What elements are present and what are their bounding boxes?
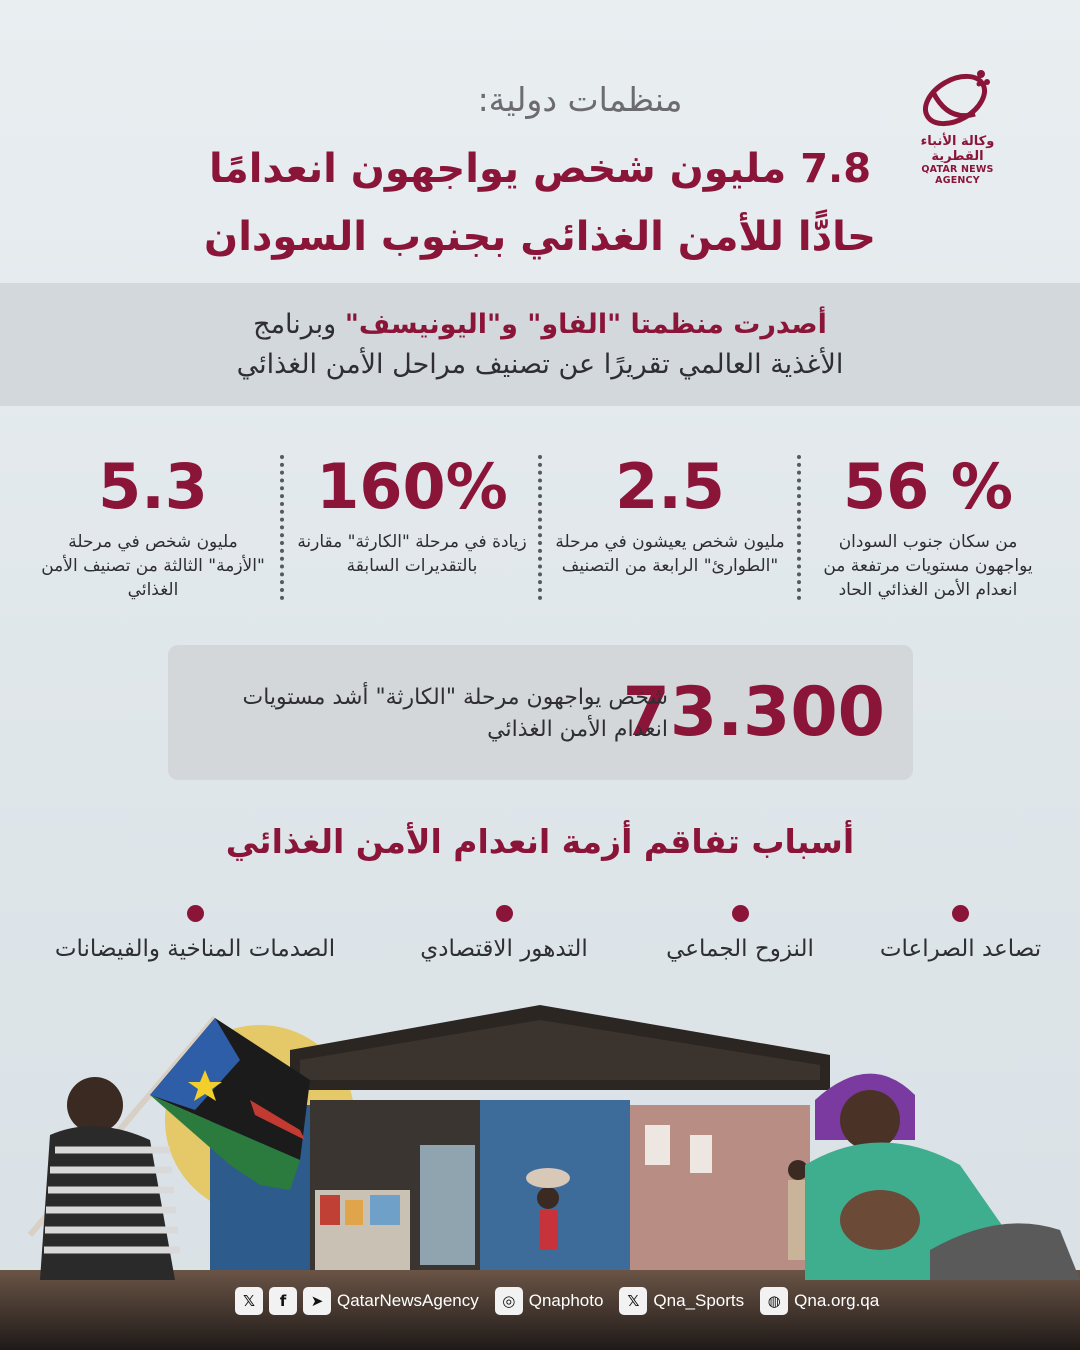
stat-description: مليون شخص يعيشون في مرحلة "الطوارئ" الرابعة من التصنيف <box>555 532 785 576</box>
intro-text <box>150 305 930 385</box>
catastrophe-callout <box>168 645 913 780</box>
stat-value: 5.3 <box>98 450 208 523</box>
globe-icon[interactable]: ◍ <box>760 1287 788 1315</box>
telegram-icon[interactable]: ➤ <box>303 1287 331 1315</box>
stat-value: 56 % <box>843 450 1013 523</box>
logo-english-text: QATAR NEWS AGENCY <box>921 164 994 186</box>
cause-label: الصدمات المناخية والفيضانات <box>54 936 336 962</box>
logo-arabic-text: وكالة الأنباء القطرية <box>920 134 995 164</box>
cause-label: تصاعد الصراعات <box>879 936 1042 962</box>
website-link[interactable]: Qna.org.qa <box>794 1291 880 1310</box>
x-icon[interactable]: 𝕏 <box>619 1287 647 1315</box>
stat-56-percent <box>813 448 1043 602</box>
stat-description: مليون شخص في مرحلة "الأزمة" الثالثة من تصنيف الأمن الغذائي <box>41 532 265 600</box>
cause-item <box>45 905 345 962</box>
stat-2-5-million <box>555 448 785 578</box>
social-handle-sports[interactable]: Qna_Sports <box>653 1291 745 1310</box>
headline <box>150 135 930 271</box>
bullet-dot-icon <box>496 905 513 922</box>
cause-item <box>660 905 820 962</box>
stat-description: من سكان جنوب السودان يواجهون مستويات مرتفعة من انعدام الأمن الغذائي الحاد <box>823 532 1033 600</box>
instagram-icon[interactable]: ◎ <box>495 1287 523 1315</box>
cause-item <box>878 905 1043 962</box>
cause-label: النزوح الجماعي <box>666 936 814 962</box>
kicker: منظمات دولية: <box>477 80 683 119</box>
person-shape <box>67 1077 123 1133</box>
causes-title: أسباب تفاقم أزمة انعدام الأمن الغذائي <box>225 822 855 861</box>
callout-value: 73.300 <box>622 673 885 752</box>
headline-line-1: 7.8 مليون شخص يواجهون انعدامًا <box>208 146 872 192</box>
intro-line-2: الأغذية العالمي تقريرًا عن تصنيف مراحل الأمن الغذائي <box>236 349 844 380</box>
social-handle-photo[interactable]: Qnaphoto <box>528 1291 604 1310</box>
stat-value: 160% <box>316 450 508 523</box>
bullet-dot-icon <box>732 905 749 922</box>
cause-label: التدهور الاقتصادي <box>420 936 588 962</box>
stat-160-percent <box>297 448 527 578</box>
intro-highlight: أصدرت منظمتا "الفاو" و"اليونيسف" <box>344 309 827 340</box>
stat-5-3-million <box>38 448 268 602</box>
stat-divider <box>538 455 542 600</box>
x-icon[interactable]: 𝕏 <box>235 1287 263 1315</box>
facebook-icon[interactable]: f <box>269 1287 297 1315</box>
callout-text: شخص يواجهون مرحلة "الكارثة" أشد مستويات انعدام الأمن الغذائي <box>242 685 668 742</box>
stat-value: 2.5 <box>615 450 725 523</box>
stat-divider <box>280 455 284 600</box>
person-shape <box>537 1187 559 1209</box>
bullet-dot-icon <box>952 905 969 922</box>
headline-line-2: حادًّا للأمن الغذائي بجنوب السودان <box>204 214 876 260</box>
intro-rest: وبرنامج <box>253 309 345 340</box>
cause-item <box>405 905 603 962</box>
social-bar <box>235 1285 889 1317</box>
bullet-dot-icon <box>187 905 204 922</box>
stat-divider <box>797 455 801 600</box>
social-handle-main[interactable]: QatarNewsAgency <box>337 1291 479 1310</box>
stat-description: زيادة في مرحلة "الكارثة" مقارنة بالتقديرات السابقة <box>297 532 527 576</box>
